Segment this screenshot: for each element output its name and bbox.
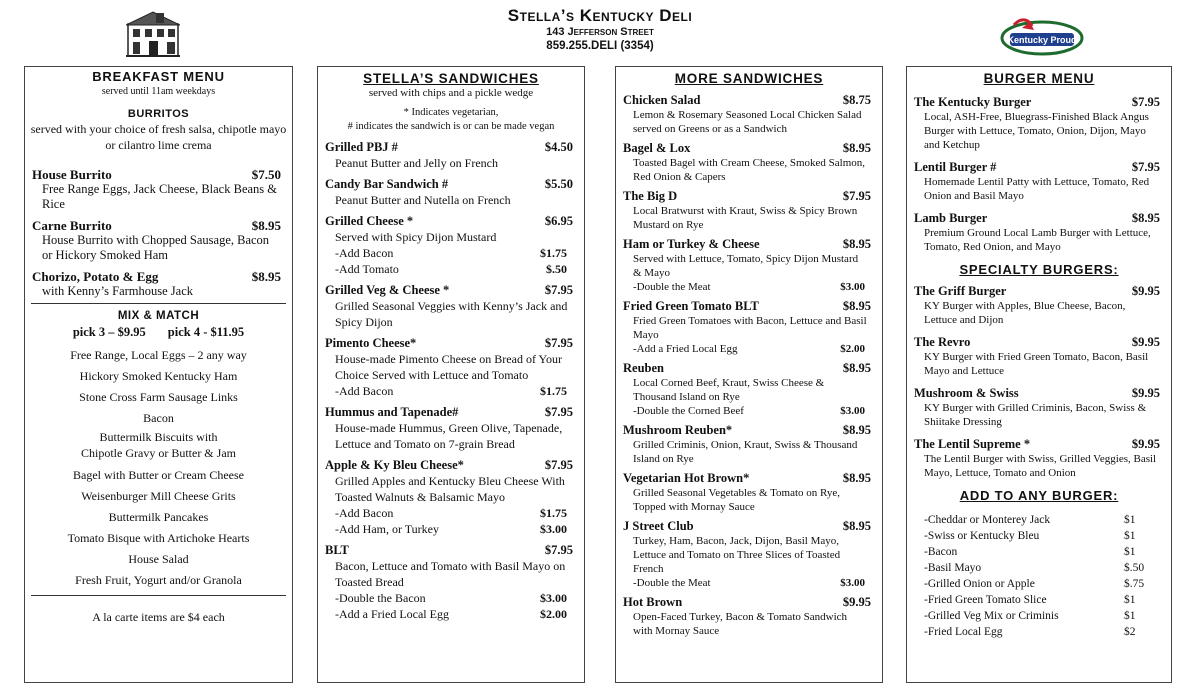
more-sandwich-list	[616, 93, 882, 638]
item-price: $9.95	[1131, 284, 1160, 298]
addon-price: $1.75	[540, 246, 567, 260]
more-sandwiches-title: MORE SANDWICHES	[674, 71, 824, 86]
item-addon	[623, 576, 875, 590]
menu-item	[616, 361, 882, 418]
item-name: Ham or Turkey & Cheese	[623, 237, 760, 251]
menu-item	[616, 237, 882, 294]
mix-item: Stone Cross Farm Sausage Links	[79, 390, 238, 404]
item-description: Peanut Butter and Nutella on French	[335, 193, 511, 207]
menu-item	[616, 595, 882, 638]
addon-price: $3.00	[840, 281, 865, 293]
item-name: Reuben	[623, 361, 664, 375]
addon-label: -Basil Mayo	[924, 562, 982, 574]
addon-price: $3.00	[840, 405, 865, 417]
breakfast-subtitle: served until 11am weekdays	[101, 86, 216, 97]
item-addon	[325, 590, 577, 606]
item-description: Grilled Apples and Kentucky Bleu Cheese With Toasted Walnuts & Balsamic Mayo	[335, 474, 565, 504]
kentucky-proud-text: Kentucky Proud	[1007, 35, 1077, 45]
addon-label: -Add Bacon	[335, 506, 394, 520]
item-price: $4.50	[544, 140, 573, 154]
item-name: J Street Club	[623, 519, 694, 533]
burger-addon	[907, 576, 1171, 592]
addon-label: -Double the Meat	[633, 577, 711, 589]
deli-building-logo	[126, 10, 180, 58]
item-description: with Kenny’s Farmhouse Jack	[42, 284, 194, 298]
item-addon	[325, 521, 577, 537]
mix-item: Bacon	[143, 411, 174, 425]
vegetarian-note: * Indicates vegetarian,	[403, 107, 499, 118]
divider	[31, 595, 286, 596]
item-price: $7.95	[544, 543, 573, 557]
item-name: Grilled Veg & Cheese *	[325, 283, 450, 297]
mix-item: Tomato Bisque with Artichoke Hearts	[67, 531, 250, 545]
addon-label: -Fried Green Tomato Slice	[924, 594, 1047, 606]
item-addon	[623, 404, 875, 418]
item-description: Toasted Bagel with Cream Cheese, Smoked Salmon, Red Onion & Capers	[633, 157, 866, 183]
breakfast-title: BREAKFAST MENU	[92, 69, 225, 84]
item-description: Fried Green Tomatoes with Bacon, Lettuce and Basil Mayo	[633, 315, 867, 341]
menu-item	[616, 471, 882, 514]
menu-item	[907, 386, 1171, 429]
item-name: Chorizo, Potato & Egg	[32, 269, 159, 284]
item-name: Grilled Cheese *	[325, 214, 414, 228]
item-name: Lentil Burger #	[914, 160, 997, 174]
addon-label: -Grilled Veg Mix or Criminis	[924, 610, 1059, 622]
addon-price: $1	[1124, 610, 1136, 622]
item-description: Bacon, Lettuce and Tomato with Basil Mayo on Toasted Bread	[335, 559, 566, 589]
menu-item	[907, 437, 1171, 480]
addon-label: -Add a Fried Local Egg	[633, 343, 738, 355]
item-name: The Griff Burger	[914, 284, 1007, 298]
item-description: Turkey, Ham, Bacon, Jack, Dijon, Basil Mayo, Lettuce and Tomato on Three Slices of Toasted French	[633, 535, 841, 575]
item-description: KY Burger with Apples, Blue Cheese, Bacon, Lettuce and Dijon	[924, 300, 1126, 326]
addon-price: $1	[1124, 530, 1136, 542]
item-description: Local, ASH-Free, Bluegrass-Finished Black Angus Burger with Lettuce, Tomato, Onion, Dijon, Mayo and Ketchup	[924, 111, 1149, 151]
item-price: $9.95	[1131, 335, 1160, 349]
item-description: Free Range Eggs, Jack Cheese, Black Beans & Rice	[42, 182, 278, 211]
menu-item	[318, 140, 584, 171]
item-addon	[325, 606, 577, 622]
stellas-sandwiches-panel	[317, 66, 585, 683]
addon-price: $3.00	[540, 522, 567, 536]
menu-item	[907, 335, 1171, 378]
item-name: Hot Brown	[623, 595, 683, 609]
item-price: $6.95	[544, 214, 573, 228]
breakfast-menu-panel	[24, 66, 293, 683]
addon-label: -Cheddar or Monterey Jack	[924, 514, 1051, 526]
menu-item	[616, 189, 882, 232]
item-price: $7.95	[544, 336, 573, 350]
item-description: Homemade Lentil Patty with Lettuce, Tomato, Red Onion and Basil Mayo	[924, 176, 1150, 202]
restaurant-phone: 859.255.DELI (3354)	[546, 40, 654, 52]
item-description: Served with Lettuce, Tomato, Spicy Dijon Mustard & Mayo	[633, 253, 859, 279]
item-price: $8.95	[842, 141, 871, 155]
item-price: $8.95	[1131, 211, 1160, 225]
pick-4-price: pick 4 - $11.95	[167, 325, 245, 339]
addon-label: -Grilled Onion or Apple	[924, 578, 1035, 590]
item-price: $7.95	[1131, 160, 1160, 174]
menu-item	[616, 299, 882, 356]
burger-addon	[907, 528, 1171, 544]
menu-item	[318, 405, 584, 452]
mix-item: Chipotle Gravy or Butter & Jam	[81, 446, 236, 460]
item-price: $7.95	[1131, 95, 1160, 109]
burger-addon	[907, 608, 1171, 624]
item-description: Served with Spicy Dijon Mustard	[335, 230, 497, 244]
item-price: $8.95	[842, 423, 871, 437]
menu-item	[318, 543, 584, 622]
mix-item: Free Range, Local Eggs – 2 any way	[70, 348, 247, 362]
vegan-note: # indicates the sandwich is or can be made vegan	[347, 121, 555, 132]
menu-item	[616, 141, 882, 184]
item-name: Carne Burrito	[32, 218, 112, 233]
item-price: $8.75	[842, 93, 871, 107]
mix-item: Weisenburger Mill Cheese Grits	[81, 489, 236, 503]
item-description: House Burrito with Chopped Sausage, Bacon or Hickory Smoked Ham	[42, 233, 270, 262]
addon-price: $1	[1124, 594, 1136, 606]
addon-price: $1	[1124, 546, 1136, 558]
item-name: The Kentucky Burger	[914, 95, 1032, 109]
item-name: Candy Bar Sandwich #	[325, 177, 449, 191]
item-name: Chicken Salad	[623, 93, 701, 107]
item-description: KY Burger with Grilled Criminis, Bacon, Swiss & Shiitake Dressing	[924, 402, 1147, 428]
addon-price: $1.75	[540, 384, 567, 398]
item-addon	[623, 342, 875, 356]
item-description: Grilled Seasonal Vegetables & Tomato on Rye, Topped with Mornay Sauce	[633, 487, 841, 513]
item-name: Bagel & Lox	[623, 141, 691, 155]
item-price: $9.95	[1131, 386, 1160, 400]
menu-item	[318, 336, 584, 399]
menu-item	[318, 283, 584, 330]
specialty-burgers-title: SPECIALTY BURGERS:	[959, 262, 1119, 277]
addon-label: -Add Tomato	[335, 262, 399, 276]
a-la-carte-note: A la carte items are $4 each	[92, 610, 225, 624]
item-price: $8.95	[842, 299, 871, 313]
pick-3-price: pick 3 – $9.95	[72, 325, 146, 339]
item-price: $8.95	[251, 269, 281, 284]
menu-item	[25, 218, 292, 263]
add-to-burger-title: ADD TO ANY BURGER:	[959, 488, 1119, 503]
item-price: $8.95	[842, 471, 871, 485]
burger-addon	[907, 544, 1171, 560]
item-description: Grilled Seasonal Veggies with Kenny’s Jack and Spicy Dijon	[335, 299, 568, 329]
item-price: $7.95	[544, 283, 573, 297]
item-price: $9.95	[842, 595, 871, 609]
item-description: Grilled Criminis, Onion, Kraut, Swiss & Thousand Island on Rye	[633, 439, 858, 465]
menu-item	[907, 160, 1171, 203]
addon-price: $.50	[1124, 562, 1145, 574]
kentucky-proud-logo	[1000, 16, 1084, 56]
item-name: Apple & Ky Bleu Cheese*	[325, 458, 464, 472]
item-description: Peanut Butter and Jelly on French	[335, 156, 498, 170]
item-addon	[325, 505, 577, 521]
item-addon	[325, 383, 577, 399]
more-sandwiches-panel	[615, 66, 883, 683]
burritos-title: BURRITOS	[127, 108, 190, 120]
burger-addon	[907, 560, 1171, 576]
item-description: House-made Pimento Cheese on Bread of Your Choice Served with Lettuce and Tomato	[335, 352, 562, 382]
mix-match-list	[25, 345, 292, 591]
item-description: Lemon & Rosemary Seasoned Local Chicken Salad served on Greens or as a Sandwich	[633, 109, 862, 135]
menu-item	[907, 95, 1171, 152]
item-description: KY Burger with Fried Green Tomato, Bacon, Basil Mayo and Lettuce	[924, 351, 1149, 377]
item-name: Vegetarian Hot Brown*	[623, 471, 750, 485]
addon-label: -Double the Meat	[633, 281, 711, 293]
item-description: House-made Hummus, Green Olive, Tapenade, Lettuce and Tomato on 7-grain Bread	[335, 421, 563, 451]
item-name: House Burrito	[32, 167, 112, 182]
addon-price: $.75	[1124, 578, 1145, 590]
sandwich-list	[318, 140, 584, 622]
item-price: $8.95	[251, 218, 281, 233]
item-description: Premium Ground Local Lamb Burger with Lettuce, Tomato, Red Onion, and Mayo	[924, 227, 1151, 253]
burger-list	[907, 95, 1171, 254]
addon-label: -Fried Local Egg	[924, 626, 1003, 638]
sandwiches-subtitle: served with chips and a pickle wedge	[368, 87, 534, 99]
item-description: Local Bratwurst with Kraut, Swiss & Spicy Brown Mustard on Rye	[633, 205, 858, 231]
item-price: $8.95	[842, 519, 871, 533]
menu-header	[0, 0, 1200, 64]
item-name: Mushroom Reuben*	[623, 423, 733, 437]
burger-addons-list	[907, 512, 1171, 640]
item-price: $7.95	[544, 405, 573, 419]
menu-item	[318, 177, 584, 208]
mix-item: Buttermilk Pancakes	[108, 510, 209, 524]
mix-item: Buttermilk Biscuits with	[99, 430, 218, 444]
addon-label: -Add Bacon	[335, 384, 394, 398]
restaurant-address: 143 Jefferson Street	[546, 26, 654, 38]
menu-item	[25, 167, 292, 212]
item-price: $7.50	[251, 167, 281, 182]
mix-match-title: MIX & MATCH	[117, 310, 200, 322]
mix-match-prices	[25, 324, 292, 341]
menu-item	[616, 93, 882, 136]
menu-item	[616, 423, 882, 466]
item-name: Lamb Burger	[914, 211, 988, 225]
menu-item	[907, 284, 1171, 327]
item-price: $8.95	[842, 237, 871, 251]
addon-price: $2.00	[540, 607, 567, 621]
addon-label: -Add Bacon	[335, 246, 394, 260]
item-description: The Lentil Burger with Swiss, Grilled Veggies, Basil Mayo, Lettuce, Tomato and Onion	[924, 453, 1157, 479]
item-price: $8.95	[842, 361, 871, 375]
addon-label: -Double the Bacon	[335, 591, 426, 605]
item-name: Grilled PBJ #	[325, 140, 398, 154]
item-name: Fried Green Tomato BLT	[623, 299, 759, 313]
menu-item	[616, 519, 882, 590]
menu-item	[25, 269, 292, 299]
addon-price: $3.00	[540, 591, 567, 605]
mix-item: House Salad	[128, 552, 189, 566]
item-addon	[623, 280, 875, 294]
item-description: Open-Faced Turkey, Bacon & Tomato Sandwich with Mornay Sauce	[633, 611, 848, 637]
sandwiches-title: STELLA’S SANDWICHES	[363, 71, 539, 86]
addon-label: -Swiss or Kentucky Bleu	[924, 530, 1040, 542]
burger-addon	[907, 592, 1171, 608]
item-name: Mushroom & Swiss	[914, 386, 1019, 400]
item-name: Pimento Cheese*	[325, 336, 417, 350]
addon-price: $1.75	[540, 506, 567, 520]
item-price: $7.95	[842, 189, 871, 203]
addon-price: $2.00	[840, 343, 865, 355]
item-price: $9.95	[1131, 437, 1160, 451]
item-addon	[325, 261, 577, 277]
addon-label: -Add a Fried Local Egg	[335, 607, 449, 621]
addon-label: -Add Ham, or Turkey	[335, 522, 439, 536]
item-name: BLT	[325, 543, 349, 557]
addon-price: $3.00	[840, 577, 865, 589]
item-price: $7.95	[544, 458, 573, 472]
restaurant-name: Stella’s Kentucky Deli	[507, 6, 693, 25]
burger-addon	[907, 624, 1171, 640]
mix-item: Bagel with Butter or Cream Cheese	[73, 468, 244, 482]
item-name: The Lentil Supreme *	[914, 437, 1031, 451]
addon-label: -Bacon	[924, 546, 958, 558]
burger-addon	[907, 512, 1171, 528]
item-name: Hummus and Tapenade#	[325, 405, 459, 419]
addon-price: $1	[1124, 514, 1136, 526]
burger-menu-panel	[906, 66, 1172, 683]
burritos-subtitle: served with your choice of fresh salsa, chipotle mayo or cilantro lime crema	[30, 122, 287, 152]
item-price: $5.50	[544, 177, 573, 191]
divider	[31, 303, 286, 304]
specialty-burger-list	[907, 284, 1171, 480]
menu-item	[318, 214, 584, 277]
addon-price: $.50	[546, 262, 567, 276]
menu-item	[318, 458, 584, 537]
mix-item: Hickory Smoked Kentucky Ham	[79, 369, 238, 383]
addon-price: $2	[1124, 626, 1136, 638]
burger-title: BURGER MENU	[983, 71, 1095, 86]
menu-item	[907, 211, 1171, 254]
mix-item: Fresh Fruit, Yogurt and/or Granola	[75, 573, 242, 587]
item-description: Local Corned Beef, Kraut, Swiss Cheese & Thousand Island on Rye	[633, 377, 825, 403]
item-name: The Big D	[623, 189, 678, 203]
addon-label: -Double the Corned Beef	[633, 405, 744, 417]
item-addon	[325, 245, 577, 261]
item-name: The Revro	[914, 335, 971, 349]
